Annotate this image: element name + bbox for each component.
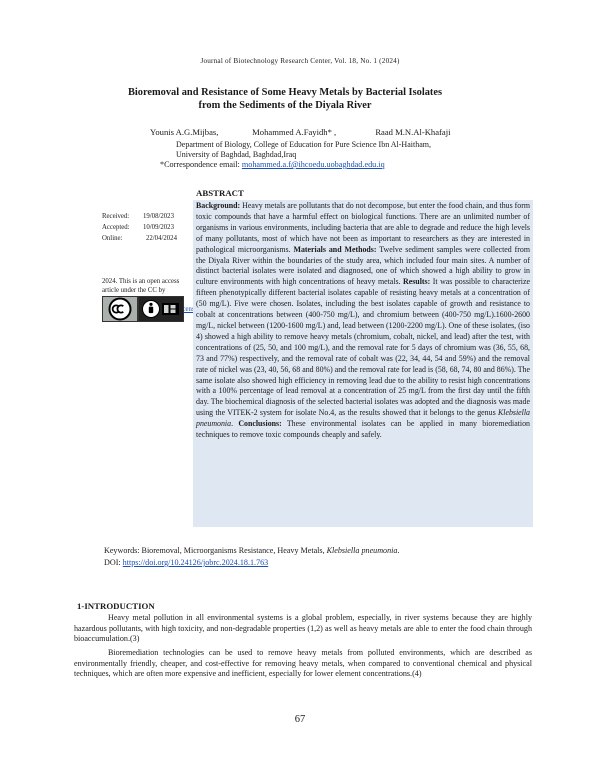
correspondence-email-link[interactable]: mohammed.a.f@ihcoedu.uobaghdad.edu.iq bbox=[241, 160, 385, 169]
doi bbox=[104, 558, 268, 567]
intro-paragraph-2: Bioremediation technologies can be used to remove heavy metals from polluted environments, which are described as environmentally friendly, cheaper, and cost-effective for removing heavy metals, when compared to conventional chemical and physical techniques, which are often more expensive and inefficient, especially for lower element concentrations.(4) bbox=[74, 648, 532, 678]
results-text-end: . bbox=[231, 419, 239, 429]
doi-link[interactable]: https://doi.org/10.24126/jobrc.2024.18.1.763 bbox=[122, 558, 269, 567]
keywords bbox=[104, 546, 399, 555]
correspondence-label: *Correspondence email: bbox=[160, 160, 240, 169]
affiliation bbox=[176, 140, 476, 160]
results-species: Klebsiella pneumonia bbox=[196, 408, 530, 429]
author-list bbox=[150, 127, 470, 137]
cc-by-badge bbox=[102, 296, 184, 322]
conclusions-text: These environmental isolates can be applied in many bioremediation techniques to remove toxic compounds cheaply and safely. bbox=[196, 419, 530, 440]
title-line-2: from the Sediments of the Diyala River bbox=[198, 100, 372, 111]
background-label: Background: bbox=[196, 201, 241, 210]
section-title: 1-INTRODUCTION bbox=[77, 601, 155, 611]
article-title bbox=[95, 86, 475, 112]
license-text: 2024. This is an open access article under the CC by bbox=[102, 278, 180, 295]
received-date: Received: 19/08/2023 bbox=[102, 213, 174, 220]
keywords-species: Klebsiella pneumonia bbox=[326, 546, 398, 555]
title-line-1: Bioremoval and Resistance of Some Heavy Metals by Bacterial Isolates bbox=[127, 87, 443, 98]
methods-label: Materials and Methods: bbox=[293, 244, 377, 254]
affiliation-line-1: Department of Biology, College of Education for Pure Science Ibn Al-Haitham, bbox=[176, 140, 431, 149]
keywords-text: Keywords: Bioremoval, Microorganisms Resistance, Heavy Metals, bbox=[104, 546, 327, 555]
keywords-end: . bbox=[397, 546, 400, 555]
author-1: Younis A.G.Mijbas, bbox=[150, 127, 219, 137]
intro-paragraph-1: Heavy metal pollution in all environmental systems is a global problem, especially, in river systems because they are highly hazardous pollutants, with high toxicity, and non-degradable properties (1,2) as well as heavy metals are able to enter the food chain through bioaccumulation.(3) bbox=[74, 613, 532, 643]
correspondence bbox=[160, 160, 490, 169]
author-2: Mohammed A.Fayidh* , bbox=[252, 127, 337, 137]
doi-label: DOI: bbox=[104, 558, 123, 567]
methods-text: Twelve sediment samples were collected from the Diyala River within the boundaries of the study area, which included four main sites. A number of distinct bacterial isolates were isolated and diagnosed, one of which showed a high ability to grow in culture environments with high concentrations of heavy metals. bbox=[196, 244, 531, 287]
page-number: 67 bbox=[294, 714, 306, 725]
author-3: Raad M.N.Al-Khafaji bbox=[375, 127, 451, 137]
background-text: Heavy metals are pollutants that do not decompose, but enter the food chain, and thus form toxic compounds that have a harmful effect on biological functions. There are an unlimited number of organisms in various environments, including bacteria that are able to degrade and reduce the high levels of many pollutants, most of which have not been as important to researchers as they are interested in pathological microorganisms. bbox=[196, 201, 530, 254]
journal-header: Journal of Biotechnology Research Center, Vol. 18, No. 1 (2024) bbox=[200, 57, 400, 65]
affiliation-line-2: University of Baghdad, Baghdad,Iraq bbox=[176, 150, 297, 159]
accepted-date: Accepted: 10/09/2023 bbox=[102, 224, 174, 231]
cc-icon bbox=[102, 296, 138, 322]
article-dates bbox=[102, 211, 190, 244]
abstract-body bbox=[193, 200, 533, 527]
conclusions-label: Conclusions: bbox=[238, 419, 282, 429]
results-text: It was possible to characterize fifteen phenotypically different bacterial isolates capable of resisting heavy metals at a concentration of (50 mg/L). Five were chosen. Isolates, including the best isolates capable of growth and resistance to cobalt at concentrations between (400-750 mg/L), and chromium between (400-750 mg/L).1600-2600 mg/L, nickel between (1200-1600 mg/L) and, lead between (1200-2200 mg/L). One of these isolates, (iso 4) showed a high ability to remove heavy metals (chromium, cobalt, nickel, and lead) after the test, with concentrations of (25, 50, and 100 mg/L), and the removal rate for 5 days of chromium was (36, 55, 68, 73 and 77%) respectively, and the removal rate of cobalt was (22, 34, 44, 54 and 59%) and the removal rate of nickel was (23, 40, 56, 68 and 80%) and the removal rate for lead is (58, 68, 74, 80 and 86%). The same isolate also showed high efficiency in removing lead due to the ability to resist high concentrations with a 100% percentage of lead removal at a concentration of 25 mg/L from the first day until the fifth day. The biochemical diagnosis of the selected bacterial isolates was adopted and the diagnosis was made using the VITEK-2 system for isolate No.4, as the results showed that it belongs to the genus bbox=[196, 277, 530, 418]
abstract-heading: ABSTRACT bbox=[196, 188, 244, 198]
by-attribution-icon bbox=[138, 296, 184, 322]
results-label: Results: bbox=[403, 277, 431, 287]
online-date: Online: 22/04/2024 bbox=[102, 235, 177, 242]
